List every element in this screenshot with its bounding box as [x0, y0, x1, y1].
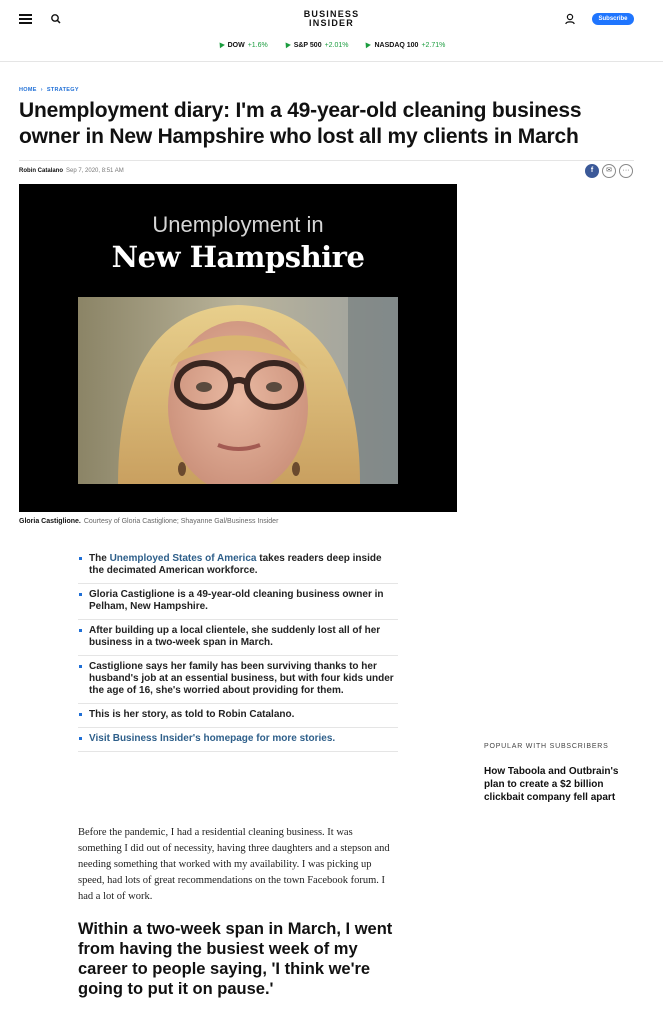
- logo-line2: INSIDER: [309, 18, 354, 28]
- logo-line1: BUSINESS: [303, 9, 360, 19]
- key-point: This is her story, as told to Robin Catalano.: [78, 704, 398, 728]
- breadcrumb: [19, 87, 79, 93]
- unemployed-states-link[interactable]: Unemployed States of America: [109, 553, 257, 564]
- up-arrow-icon: [283, 41, 291, 49]
- key-point: [78, 548, 398, 584]
- top-header: [0, 0, 663, 62]
- more-share-icon[interactable]: ···: [619, 164, 633, 178]
- divider: [19, 160, 634, 161]
- sidebar-story-link[interactable]: How Taboola and Outbrain's plan to create a $2 billion clickbait company fell apart: [484, 766, 619, 803]
- key-point: After building up a local clientele, she suddenly lost all of her business in a two-week span in March.: [78, 620, 398, 656]
- author-link[interactable]: Robin Catalano: [19, 168, 64, 174]
- breadcrumb-home[interactable]: HOME: [19, 87, 37, 93]
- hero-image: [19, 184, 457, 512]
- pull-quote: Within a two-week span in March, I went from having the busiest week of my career to people saying, 'I think we're going to put it on pause.': [78, 920, 393, 998]
- email-share-icon[interactable]: ✉: [602, 164, 616, 178]
- breadcrumb-strategy[interactable]: STRATEGY: [46, 87, 79, 93]
- hero-title-line2: New Hampshire: [111, 240, 365, 274]
- ticker-item-nasdaq[interactable]: [364, 42, 445, 49]
- key-point: Gloria Castiglione is a 49-year-old cleaning business owner in Pelham, New Hampshire.: [78, 584, 398, 620]
- publish-date: Sep 7, 2020, 8:51 AM: [66, 168, 124, 174]
- key-point: Castiglione says her family has been surviving thanks to her husband's job at an essential business, but with four kids under the age of 16, she's worried about providing for them.: [78, 656, 398, 704]
- sidebar-label: POPULAR WITH SUBSCRIBERS: [484, 743, 609, 750]
- caption-credit: Courtesy of Gloria Castiglione; Shayanne Gal/Business Insider: [83, 518, 279, 525]
- key-point-homepage: [78, 728, 398, 752]
- caption-subject: Gloria Castiglione.: [19, 518, 81, 525]
- image-caption: [19, 518, 278, 525]
- ticker-name: NASDAQ 100: [374, 42, 419, 49]
- market-ticker: [0, 42, 663, 49]
- ticker-item-dow[interactable]: [218, 42, 268, 49]
- ticker-change: +2.71%: [421, 42, 446, 49]
- byline: [19, 168, 124, 174]
- article-headline: Unemployment diary: I'm a 49-year-old cleaning business owner in New Hampshire who lost all my clients in March: [19, 99, 582, 148]
- user-icon[interactable]: [563, 12, 577, 26]
- chevron-right-icon: ›: [40, 87, 43, 93]
- ticker-change: +1.6%: [247, 42, 268, 49]
- key-point-text: The: [89, 553, 110, 564]
- hero-title-line1: Unemployment in: [152, 212, 324, 237]
- facebook-share-icon[interactable]: f: [585, 164, 599, 178]
- ticker-item-sp500[interactable]: [284, 42, 349, 49]
- key-point-text: takes readers deep inside the decimated American workforce.: [89, 553, 382, 576]
- portrait-photo: [78, 297, 398, 484]
- ticker-name: DOW: [227, 42, 245, 49]
- ticker-name: S&P 500: [293, 42, 322, 49]
- ticker-change: +2.01%: [324, 42, 349, 49]
- up-arrow-icon: [364, 41, 372, 49]
- up-arrow-icon: [217, 41, 225, 49]
- homepage-link[interactable]: Visit Business Insider's homepage for more stories.: [89, 733, 336, 744]
- key-points-list: [78, 548, 398, 752]
- body-paragraph: Before the pandemic, I had a residential cleaning business. It was something I did out of necessity, having three daughters and a stepson and needing something that worked with my availability. I was picking up speed, had lots of great recommendations on the town Facebook forum. I had a lot of work.: [78, 827, 390, 902]
- subscribe-button[interactable]: Subscribe: [592, 13, 634, 25]
